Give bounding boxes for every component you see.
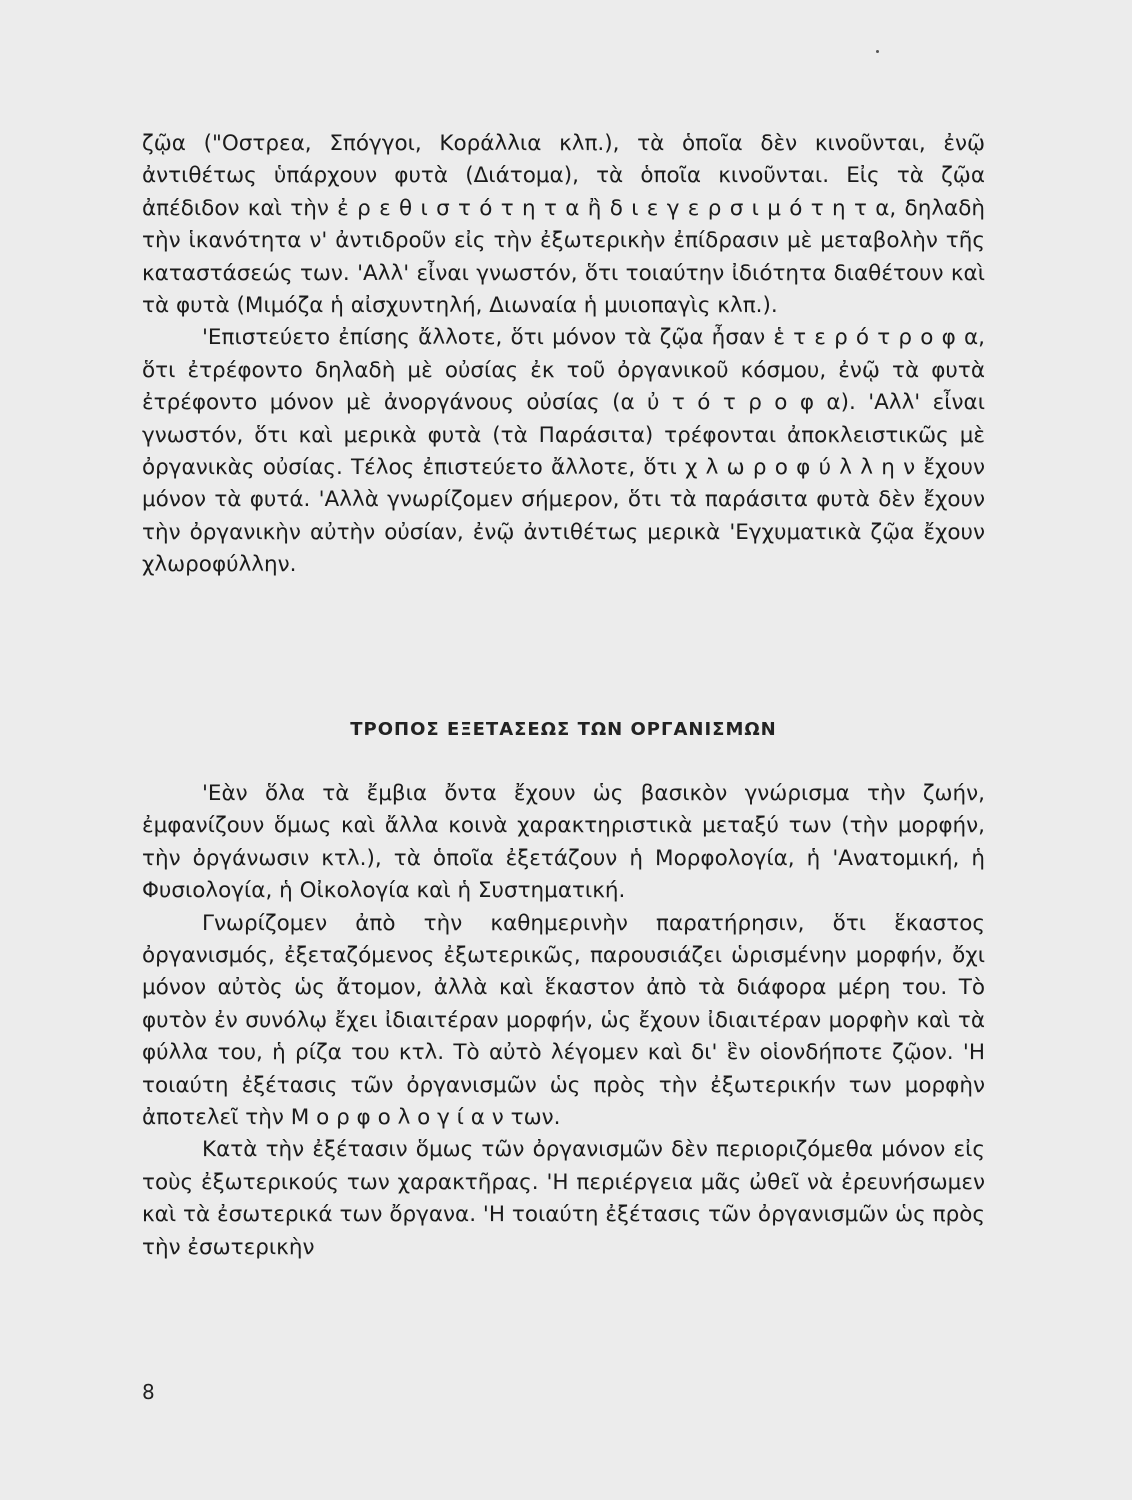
section-heading: ΤΡΟΠΟΣ ΕΞΕΤΑΣΕΩΣ ΤΩΝ ΟΡΓΑΝΙΣΜΩΝ bbox=[350, 719, 777, 740]
ink-speck bbox=[876, 50, 879, 53]
paragraph: ζῷα ("Οστρεα, Σπόγγοι, Κοράλλια κλπ.), τὰ ὁποῖα δὲν κινοῦνται, ἐνῷ ἀντιθέτως ὑπάρχουν φυτὰ (Διάτομα), τὰ ὁποῖα κινοῦνται. Εἰς τὰ ζῷα ἀπέδιδον καὶ τὴν ἐ ρ ε θ ι σ τ ό τ η τ α ἢ δ ι ε γ ε ρ σ ι μ ό τ η τ α, δηλαδὴ τὴν ἱκανότητα ν' ἀντιδροῦν εἰς τὴν ἐξωτερικὴν ἐπίδρασιν μὲ μεταβολὴν τῆς καταστάσεώς των. 'Αλλ' εἶναι γνωστόν, ὅτι τοιαύτην ἰδιότητα διαθέτουν καὶ τὰ φυτὰ (Μιμόζα ἡ αἰσχυντηλή, Διωναία ἡ μυιοπαγὶς κλπ.). bbox=[142, 131, 985, 319]
paragraph: Γνωρίζομεν ἀπὸ τὴν καθημερινὴν παρατήρησιν, ὅτι ἕκαστος ὀργανισμός, ἐξεταζόμενος ἐξωτερικῶς, παρουσιάζει ὡρισμένην μορφήν, ὄχι μόνον αὐτὸς ὡς ἄτομον, ἀλλὰ καὶ ἕκαστον ἀπὸ τὰ διάφορα μέρη του. Τὸ φυτὸν ἐν συνόλῳ ἔχει ἰδιαιτέραν μορφήν, ὡς ἔχουν ἰδιαιτέραν μορφὴν καὶ τὰ φύλλα του, ἡ ρίζα του κτλ. Τὸ αὐτὸ λέγομεν καὶ δι' ἓν οἱονδήποτε ζῷον. 'Η τοιαύτη ἐξέτασις τῶν ὀργανισμῶν ὡς πρὸς τὴν ἐξωτερικήν των μορφὴν ἀποτελεῖ τὴν Μ ο ρ φ ο λ ο γ ί α ν των. bbox=[142, 910, 985, 1131]
paragraph: 'Επιστεύετο ἐπίσης ἄλλοτε, ὅτι μόνον τὰ ζῷα ἦσαν ἑ τ ε ρ ό τ ρ ο φ α, ὅτι ἐτρέφοντο δηλαδὴ μὲ οὐσίας ἐκ τοῦ ὀργανικοῦ κόσμου, ἐνῷ τὰ φυτὰ ἐτρέφοντο μόνον μὲ ἀνοργάνους οὐσίας (α ὐ τ ό τ ρ ο φ α). 'Αλλ' εἶναι γνωστόν, ὅτι καὶ μερικὰ φυτὰ (τὰ Παράσιτα) τρέφονται ἀποκλειστικῶς μὲ ὀργανικὰς οὐσίας. Τέλος ἐπιστεύετο ἄλλοτε, ὅτι χ λ ω ρ ο φ ύ λ λ η ν ἔχουν μόνον τὰ φυτά. 'Αλλὰ γνωρίζομεν σήμερον, ὅτι τὰ παράσιτα φυτὰ δὲν ἔχουν τὴν ὀργανικὴν αὐτὴν οὐσίαν, ἐνῷ ἀντιθέτως μερικὰ 'Εγχυματικὰ ζῷα ἔχουν χλωροφύλλην. bbox=[142, 325, 985, 578]
paragraph: 'Εὰν ὅλα τὰ ἔμβια ὄντα ἔχουν ὡς βασικὸν γνώρισμα τὴν ζωήν, ἐμφανίζουν ὅμως καὶ ἄλλα κοινὰ χαρακτηριστικὰ μεταξύ των (τὴν μορφήν, τὴν ὀργάνωσιν κτλ.), τὰ ὁποῖα ἐξετάζουν ἡ Μορφολογία, ἡ 'Ανατομική, ἡ Φυσιολογία, ἡ Οἰκολογία καὶ ἡ Συστηματική. bbox=[142, 781, 985, 904]
paragraph: Κατὰ τὴν ἐξέτασιν ὅμως τῶν ὀργανισμῶν δὲν περιοριζόμεθα μόνον εἰς τοὺς ἐξωτερικούς των χαρακτῆρας. 'Η περιέργεια μᾶς ὠθεῖ νὰ ἐρευνήσωμεν καὶ τὰ ἐσωτερικά των ὄργανα. 'Η τοιαύτη ἐξέτασις τῶν ὀργανισμῶν ὡς πρὸς τὴν ἐσωτερικὴν bbox=[142, 1137, 985, 1260]
text-block-top bbox=[142, 128, 985, 582]
text-block-bottom bbox=[142, 778, 985, 1264]
page-number: 8 bbox=[142, 1380, 155, 1404]
